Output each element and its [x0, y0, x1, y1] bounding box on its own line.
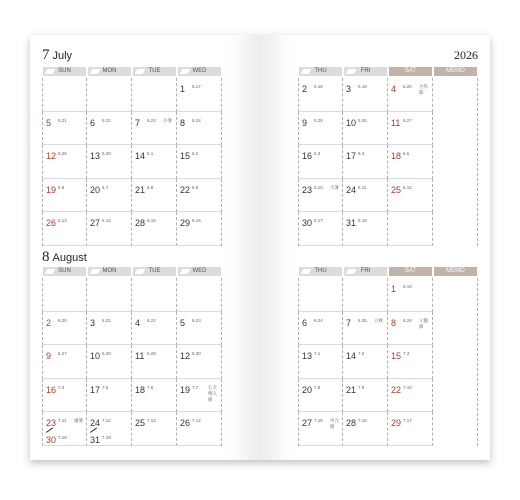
lunar-date: 7.6	[147, 384, 154, 390]
holiday-label: 大暑	[330, 184, 339, 190]
day-cell	[177, 112, 222, 146]
lunar-date: 7.14	[192, 418, 201, 423]
day-number: 4	[391, 84, 397, 94]
day-number-secondary: 30	[46, 435, 57, 445]
lunar-date: 5.18	[314, 84, 323, 89]
day-number: 18	[135, 384, 146, 395]
lunar-date: 6.14	[102, 218, 111, 223]
memo-column	[433, 78, 478, 246]
day-cell	[87, 412, 132, 446]
weekday-header-label: THU	[314, 268, 327, 274]
weekday-header-label: MEMO	[446, 68, 465, 74]
day-cell	[87, 278, 132, 312]
day-cell	[343, 212, 388, 246]
lunar-date: 5.28	[58, 151, 67, 156]
lunar-date: 7.2	[358, 351, 365, 356]
day-cell	[87, 312, 132, 346]
day-cell	[42, 278, 87, 312]
day-cell	[298, 112, 343, 146]
weekday-header-label: SAT	[404, 68, 417, 74]
day-number: 5	[46, 117, 52, 128]
lunar-date: 6.23	[192, 317, 201, 323]
day-cell	[343, 179, 388, 213]
lunar-date: 5.22	[102, 117, 111, 123]
day-number: 17	[346, 151, 357, 161]
day-cell	[132, 412, 177, 446]
day-cell	[132, 278, 177, 312]
day-cell	[298, 179, 343, 213]
lunar-date: 6.2	[192, 151, 199, 156]
lunar-date: 6.26	[403, 317, 412, 323]
memo-column	[433, 278, 478, 446]
day-number: 28	[135, 218, 146, 228]
weekday-header-sun	[43, 267, 86, 276]
day-number: 2	[302, 84, 308, 94]
lunar-date: 6.11	[358, 184, 367, 190]
lunar-date-secondary: 7.18	[58, 435, 67, 440]
weekday-header-sat	[389, 67, 432, 76]
day-cell	[388, 212, 433, 246]
day-number: 22	[180, 184, 191, 195]
right-page	[260, 35, 490, 460]
day-number: 12	[180, 351, 191, 361]
day-number: 13	[90, 151, 101, 161]
day-number: 21	[135, 184, 146, 195]
lunar-date: 6.7	[102, 184, 109, 190]
day-number: 7	[135, 117, 141, 128]
day-cell	[177, 179, 222, 213]
day-cell	[87, 145, 132, 179]
lunar-date: 6.8	[147, 184, 154, 190]
weekday-header-memo	[434, 267, 477, 276]
day-number: 2	[46, 317, 52, 328]
lunar-date: 6.5	[403, 151, 410, 156]
holiday-label: 合作節	[419, 84, 428, 95]
lunar-date: 6.3	[314, 151, 321, 156]
day-number: 6	[90, 117, 96, 128]
day-number: 11	[135, 351, 145, 361]
day-cell	[177, 379, 222, 413]
weekday-header-label: SAT	[404, 268, 417, 274]
day-cell	[42, 145, 87, 179]
day-cell	[132, 78, 177, 112]
day-number: 8	[391, 317, 397, 328]
day-cell	[177, 212, 222, 246]
lunar-date: 5.20	[403, 84, 412, 89]
day-number: 12	[46, 151, 57, 161]
day-cell	[298, 312, 343, 346]
day-number: 9	[302, 117, 308, 128]
day-cell	[177, 345, 222, 379]
lunar-date: 7.4	[58, 384, 65, 390]
weekday-header-wed	[178, 267, 221, 276]
lunar-date: 6.27	[58, 351, 67, 356]
day-cell	[87, 345, 132, 379]
weekday-header-label: FRI	[360, 268, 371, 274]
day-number: 23	[302, 184, 313, 195]
lunar-date: 7.8	[314, 384, 321, 390]
day-cell	[177, 312, 222, 346]
lunar-date: 7.3	[403, 351, 410, 356]
holiday-label: 處暑	[74, 418, 83, 423]
day-cell	[298, 345, 343, 379]
holiday-label: 小暑	[163, 117, 172, 123]
lunar-date: 6.9	[192, 184, 199, 190]
lunar-date: 6.20	[58, 317, 67, 323]
year-label: 2026	[454, 48, 478, 62]
lunar-date: 5.24	[192, 117, 201, 123]
day-cell	[388, 345, 433, 379]
holiday-label: 立秋	[374, 317, 383, 323]
day-number: 26	[46, 218, 57, 228]
day-number: 14	[346, 351, 357, 361]
day-cell	[87, 179, 132, 213]
day-cell	[343, 345, 388, 379]
weekday-header-mon	[88, 67, 131, 76]
weekday-header-memo	[434, 67, 477, 76]
lunar-date: 5.19	[358, 84, 367, 89]
weekday-header-label: THU	[314, 68, 327, 74]
lunar-date: 6.17	[314, 218, 323, 223]
lunar-date: 5.17	[192, 84, 201, 89]
day-cell	[343, 112, 388, 146]
day-cell	[343, 412, 388, 446]
day-cell	[298, 278, 343, 312]
lunar-date: 5.23	[147, 117, 156, 123]
day-number: 21	[346, 384, 357, 395]
day-cell	[42, 345, 87, 379]
day-cell	[298, 212, 343, 246]
day-number: 25	[391, 184, 402, 195]
weekday-header-label: SUN	[58, 68, 71, 74]
day-number: 5	[180, 317, 186, 328]
day-number: 7	[346, 317, 352, 328]
day-cell	[42, 78, 87, 112]
lunar-date: 6.10	[314, 184, 323, 190]
day-cell	[42, 412, 87, 446]
lunar-date: 5.21	[58, 117, 67, 123]
day-cell	[343, 379, 388, 413]
day-cell	[298, 145, 343, 179]
month-title-august: 8 August	[42, 249, 87, 265]
day-cell	[87, 112, 132, 146]
day-number: 31	[346, 218, 357, 228]
day-number: 26	[180, 418, 191, 428]
day-number: 18	[391, 151, 402, 161]
day-number: 14	[135, 151, 146, 161]
day-number: 8	[180, 117, 186, 128]
day-cell	[87, 379, 132, 413]
day-number: 13	[302, 351, 313, 361]
lunar-date: 6.15	[147, 218, 156, 223]
day-number: 19	[46, 184, 57, 195]
day-cell	[343, 312, 388, 346]
day-number: 9	[46, 351, 52, 361]
day-number: 19	[180, 384, 191, 395]
lunar-date: 6.30	[192, 351, 201, 356]
day-number: 4	[135, 317, 141, 328]
lunar-date: 6.25	[358, 317, 367, 323]
lunar-date: 5.29	[102, 151, 111, 156]
day-number: 17	[90, 384, 101, 395]
lunar-date: 6.16	[192, 218, 201, 223]
day-cell	[343, 145, 388, 179]
day-number: 16	[302, 151, 313, 161]
day-number: 6	[302, 317, 308, 328]
lunar-date: 6.1	[147, 151, 154, 156]
weekday-header-fri	[344, 267, 387, 276]
weekday-header-thu	[299, 67, 342, 76]
day-number: 29	[391, 418, 402, 428]
holiday-label: 七夕情人節	[208, 384, 217, 402]
lunar-date: 6.22	[147, 317, 156, 323]
weekday-header-label: WED	[192, 68, 207, 74]
weekday-header-sat	[389, 267, 432, 276]
day-cell	[132, 212, 177, 246]
lunar-date: 6.19	[403, 284, 412, 289]
weekday-header-label: WED	[192, 268, 207, 274]
lunar-date: 6.13	[58, 218, 67, 223]
day-cell	[298, 379, 343, 413]
day-cell	[42, 112, 87, 146]
lunar-date: 7.15	[314, 418, 323, 423]
weekday-header-thu	[299, 267, 342, 276]
lunar-date: 7.9	[358, 384, 365, 390]
lunar-date: 7.12	[102, 418, 111, 423]
weekday-header-label: MON	[102, 68, 117, 74]
day-cell	[177, 412, 222, 446]
day-number: 22	[391, 384, 402, 395]
lunar-date: 7.5	[102, 384, 109, 390]
day-cell	[388, 312, 433, 346]
lunar-date: 5.26	[358, 117, 367, 123]
day-number: 15	[391, 351, 402, 361]
weekday-header-sun	[43, 67, 86, 76]
day-number: 11	[391, 117, 401, 128]
left-page	[30, 35, 260, 460]
weekday-header-label: FRI	[360, 68, 371, 74]
day-cell	[42, 212, 87, 246]
day-cell	[388, 112, 433, 146]
day-number-secondary: 31	[90, 435, 101, 445]
lunar-date: 7.11	[58, 418, 67, 423]
day-number: 3	[90, 317, 96, 328]
weekday-header-label: TUE	[148, 268, 161, 274]
lunar-date: 6.4	[358, 151, 365, 156]
day-cell	[388, 78, 433, 112]
day-cell	[388, 379, 433, 413]
lunar-date: 7.7	[192, 384, 199, 390]
day-cell	[298, 78, 343, 112]
weekday-header-fri	[344, 67, 387, 76]
day-number: 30	[302, 218, 313, 228]
day-cell	[177, 278, 222, 312]
day-number: 10	[90, 351, 101, 361]
day-cell	[343, 278, 388, 312]
lunar-date: 6.6	[58, 184, 65, 190]
day-number: 1	[391, 284, 397, 294]
day-cell	[177, 78, 222, 112]
day-cell	[132, 145, 177, 179]
day-number: 24	[90, 418, 101, 428]
day-number: 3	[346, 84, 352, 94]
lunar-date: 7.13	[147, 418, 156, 423]
day-number: 29	[180, 218, 191, 228]
lunar-date: 6.28	[102, 351, 111, 356]
day-cell	[388, 179, 433, 213]
day-number: 1	[180, 84, 186, 94]
day-cell	[132, 112, 177, 146]
month-title-july: 7 July	[42, 47, 73, 63]
weekday-header-tue	[133, 267, 176, 276]
day-cell	[42, 179, 87, 213]
day-cell	[132, 345, 177, 379]
day-cell	[132, 179, 177, 213]
day-number: 15	[180, 151, 191, 161]
day-cell	[132, 312, 177, 346]
day-cell	[388, 145, 433, 179]
day-cell	[87, 78, 132, 112]
day-cell	[298, 412, 343, 446]
weekday-header-mon	[88, 267, 131, 276]
weekday-header-tue	[133, 67, 176, 76]
day-number: 23	[46, 418, 57, 428]
lunar-date: 7.1	[314, 351, 321, 356]
day-number: 27	[90, 218, 101, 228]
lunar-date: 7.10	[403, 384, 412, 390]
holiday-label: 中元節	[330, 418, 339, 429]
day-number: 16	[46, 384, 57, 395]
lunar-date: 6.12	[403, 184, 412, 190]
weekday-header-label: SUN	[58, 268, 71, 274]
day-number: 25	[135, 418, 146, 428]
day-cell	[177, 145, 222, 179]
day-number: 20	[302, 384, 313, 395]
lunar-date: 6.24	[314, 317, 323, 323]
planner-spread	[30, 35, 490, 460]
day-cell	[87, 212, 132, 246]
lunar-date: 7.17	[403, 418, 412, 423]
holiday-label: 父親節	[419, 317, 428, 329]
day-cell	[343, 78, 388, 112]
day-cell	[388, 278, 433, 312]
day-number: 10	[346, 117, 357, 128]
weekday-header-label: TUE	[148, 68, 161, 74]
lunar-date: 5.27	[403, 117, 412, 123]
day-cell	[388, 412, 433, 446]
lunar-date: 5.25	[314, 117, 323, 123]
day-cell	[42, 379, 87, 413]
day-cell	[132, 379, 177, 413]
lunar-date: 6.21	[102, 317, 111, 323]
lunar-date: 6.18	[358, 218, 367, 223]
day-number: 20	[90, 184, 101, 195]
day-cell	[42, 312, 87, 346]
weekday-header-label: MEMO	[446, 268, 465, 274]
lunar-date: 6.29	[147, 351, 156, 356]
day-number: 27	[302, 418, 313, 428]
lunar-date-secondary: 7.19	[102, 435, 111, 440]
weekday-header-wed	[178, 67, 221, 76]
lunar-date: 7.16	[358, 418, 367, 423]
day-number: 24	[346, 184, 357, 195]
day-number: 28	[346, 418, 357, 428]
weekday-header-label: MON	[102, 268, 117, 274]
